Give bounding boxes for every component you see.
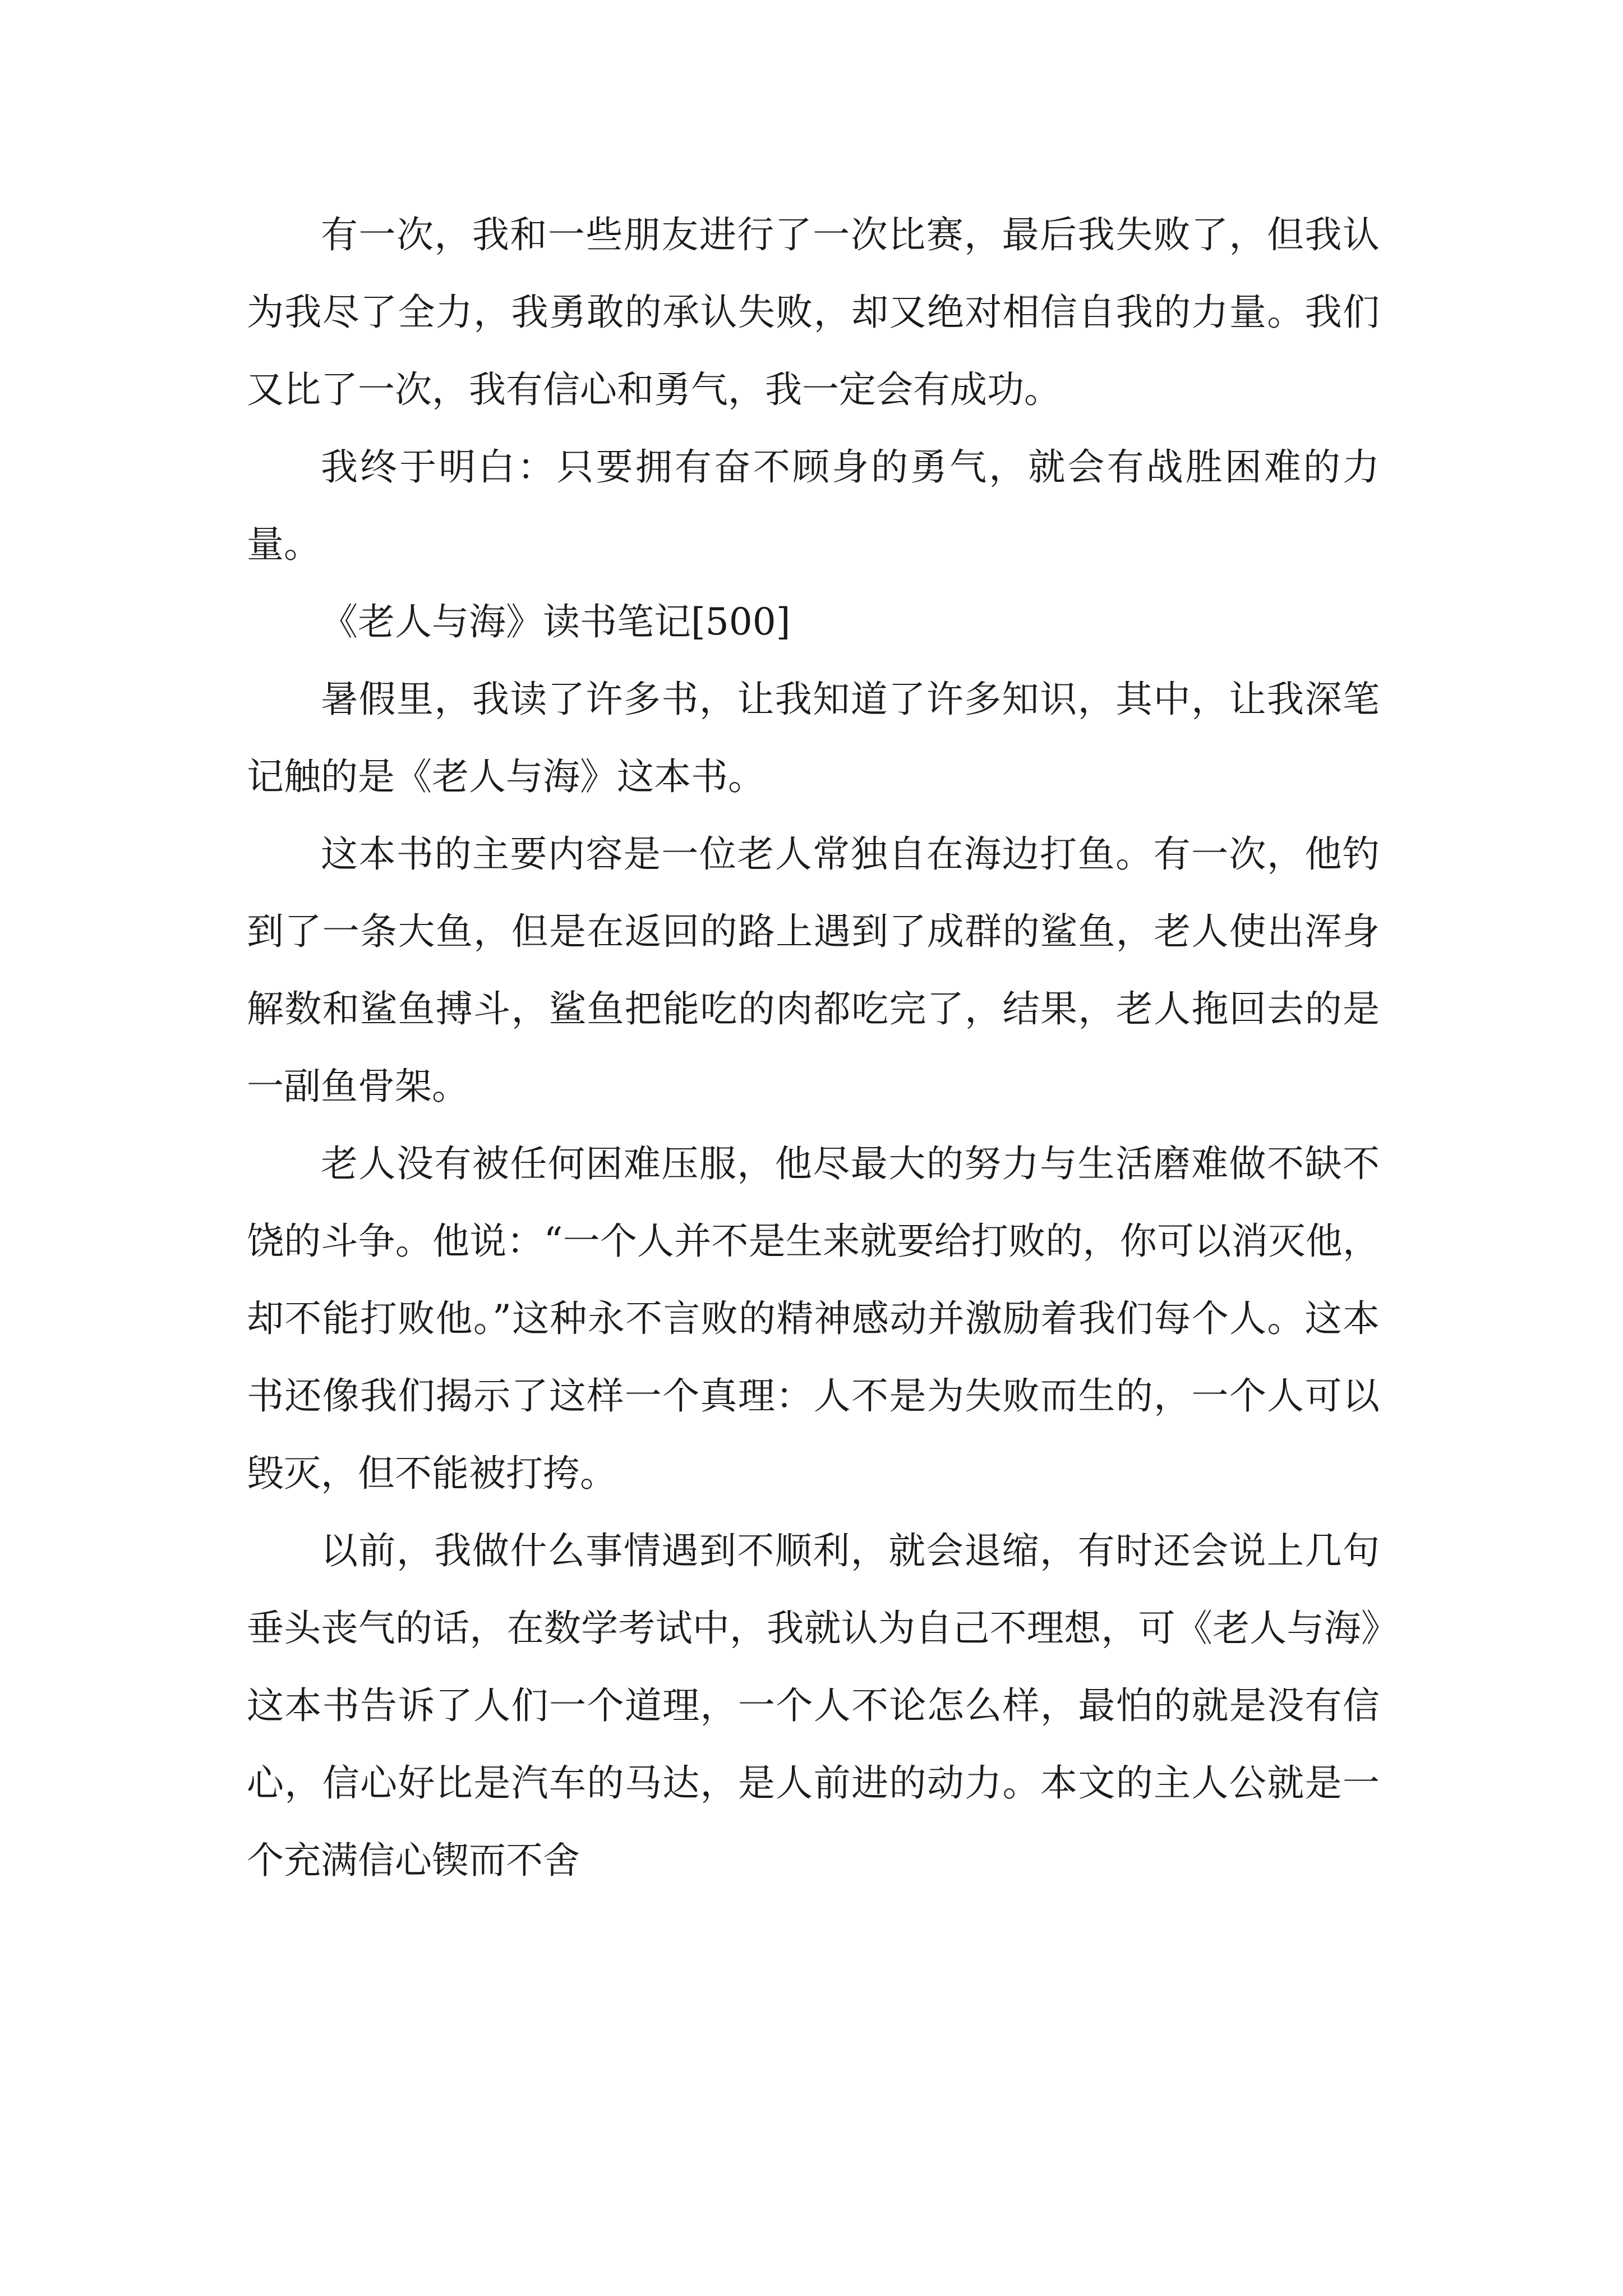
section-heading: 《老人与海》读书笔记[500] (321, 600, 791, 643)
paragraph-5: 老人没有被任何困难压服，他尽最大的努力与生活磨难做不缺不饶的斗争。他说：“一个人并不是生来就要给打败的，你可以消灭他，却不能打败他。”这种永不言败的精神感动并激励着我们每个人。这本书还像我们揭示了这样一个真理：人不是为失败而生的，一个人可以毁灭，但不能被打挎。 (247, 1142, 1380, 1495)
paragraph-3: 暑假里，我读了许多书，让我知道了许多知识，其中，让我深笔记触的是《老人与海》这本书。 (247, 678, 1380, 798)
paragraph-4: 这本书的主要内容是一位老人常独自在海边打鱼。有一次，他钓到了一条大鱼，但是在返回的路上遇到了成群的鲨鱼，老人使出浑身解数和鲨鱼搏斗，鲨鱼把能吃的肉都吃完了，结果，老人拖回去的是一副鱼骨架。 (247, 832, 1380, 1108)
paragraph-6: 以前，我做什么事情遇到不顺利，就会退缩，有时还会说上几句垂头丧气的话，在数学考试中，我就认为自己不理想，可《老人与海》这本书告诉了人们一个道理，一个人不论怎么样，最怕的就是没有信心，信心好比是汽车的马达，是人前进的动力。本文的主人公就是一个充满信心锲而不舍 (247, 1529, 1380, 1882)
paragraph-2: 我终于明白：只要拥有奋不顾身的勇气，就会有战胜困难的力量。 (247, 445, 1380, 566)
document-body (247, 196, 1380, 1899)
paragraph-1: 有一次，我和一些朋友进行了一次比赛，最后我失败了，但我认为我尽了全力，我勇敢的承认失败，却又绝对相信自我的力量。我们又比了一次，我有信心和勇气，我一定会有成功。 (247, 213, 1380, 411)
